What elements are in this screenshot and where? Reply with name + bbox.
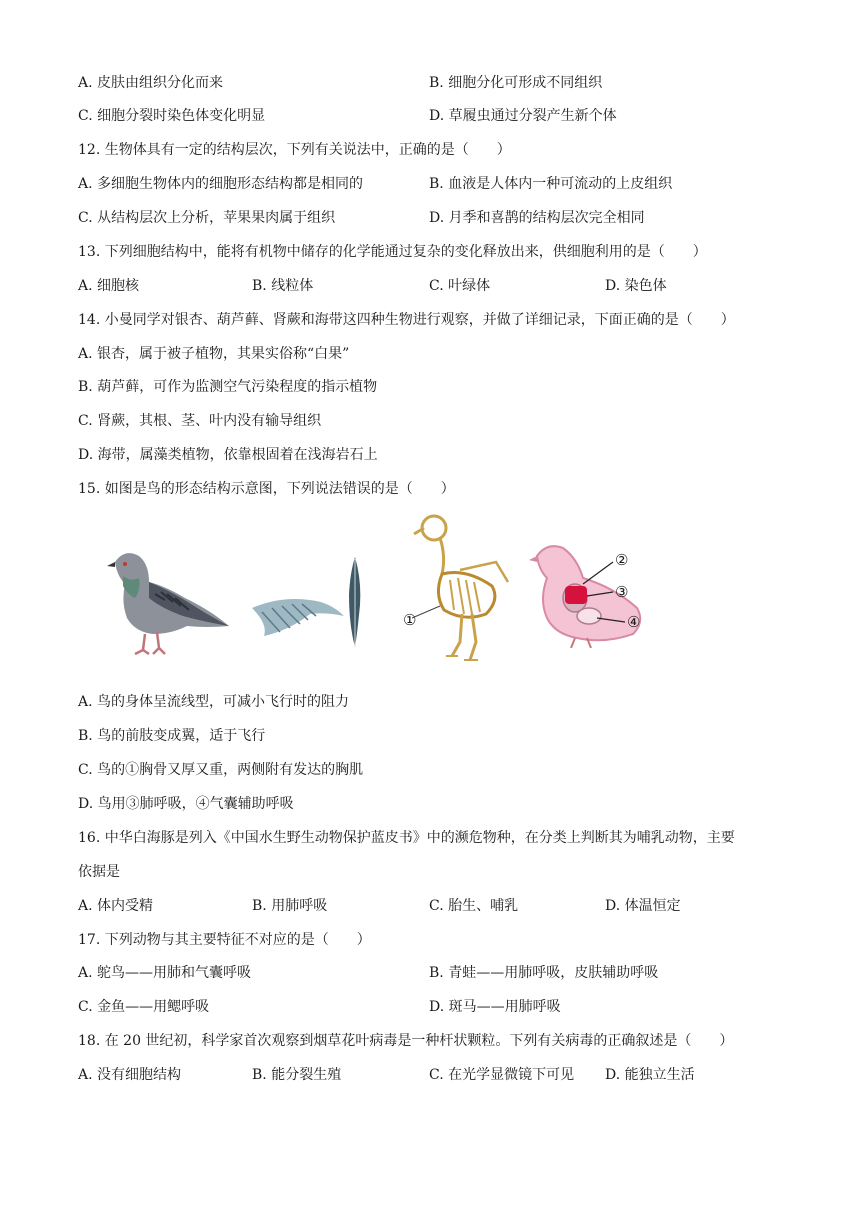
q16-option-d: D. 体温恒定 <box>605 898 681 914</box>
q15-stem: 15. 如图是鸟的形态结构示意图，下列说法错误的是（ ） <box>78 481 455 497</box>
q15-option-c: C. 鸟的①胸骨又厚又重，两侧附有发达的胸肌 <box>78 762 364 778</box>
figure-label-2: ② <box>615 551 629 569</box>
figure-label-3: ③ <box>615 583 629 601</box>
q17-option-d: D. 斑马——用肺呼吸 <box>429 999 561 1015</box>
q11-option-a: A. 皮肤由组织分化而来 <box>78 75 224 91</box>
wing-image <box>250 590 345 640</box>
q17-option-b: B. 青蛙——用肺呼吸，皮肤辅助呼吸 <box>429 965 659 981</box>
figure-label-1: ① <box>403 611 417 629</box>
q14-stem: 14. 小曼同学对银杏、葫芦藓、肾蕨和海带这四种生物进行观察，并做了详细记录，下面正确的是（ ） <box>78 312 735 328</box>
q18-option-d: D. 能独立生活 <box>605 1067 695 1083</box>
q13-option-a: A. 细胞核 <box>78 278 140 294</box>
q14-option-c: C. 肾蕨，其根、茎、叶内没有输导组织 <box>78 413 322 429</box>
q16-stem-line1: 16. 中华白海豚是列入《中国水生野生动物保护蓝皮书》中的濒危物种，在分类上判断其为哺乳动物，主要 <box>78 830 735 846</box>
q16-stem-line2: 依据是 <box>78 864 120 880</box>
q17-option-a: A. 鸵鸟——用肺和气囊呼吸 <box>78 965 252 981</box>
q13-option-c: C. 叶绿体 <box>429 278 491 294</box>
q15-option-a: A. 鸟的身体呈流线型，可减小飞行时的阻力 <box>78 694 350 710</box>
q12-option-c: C. 从结构层次上分析，苹果果肉属于组织 <box>78 210 336 226</box>
q17-option-c: C. 金鱼——用鳃呼吸 <box>78 999 210 1015</box>
q16-option-a: A. 体内受精 <box>78 898 154 914</box>
q13-stem: 13. 下列细胞结构中，能将有机物中储存的化学能通过复杂的变化释放出来，供细胞利用的是（ ） <box>78 244 707 260</box>
q12-option-b: B. 血液是人体内一种可流动的上皮组织 <box>429 176 673 192</box>
skeleton-image <box>400 510 515 665</box>
q14-option-b: B. 葫芦藓，可作为监测空气污染程度的指示植物 <box>78 379 378 395</box>
q16-option-c: C. 胎生、哺乳 <box>429 898 519 914</box>
q16-option-b: B. 用肺呼吸 <box>252 898 328 914</box>
q11-option-d: D. 草履虫通过分裂产生新个体 <box>429 108 617 124</box>
q12-option-d: D. 月季和喜鹊的结构层次完全相同 <box>429 210 645 226</box>
q14-option-a: A. 银杏，属于被子植物，其果实俗称“白果” <box>78 346 350 362</box>
q15-option-d: D. 鸟用③肺呼吸，④气囊辅助呼吸 <box>78 796 294 812</box>
q12-option-a: A. 多细胞生物体内的细胞形态结构都是相同的 <box>78 176 364 192</box>
q15-option-b: B. 鸟的前肢变成翼，适于飞行 <box>78 728 266 744</box>
q13-option-b: B. 线粒体 <box>252 278 314 294</box>
pigeon-image <box>95 542 235 660</box>
q11-option-b: B. 细胞分化可形成不同组织 <box>429 75 603 91</box>
q12-stem: 12. 生物体具有一定的结构层次，下列有关说法中，正确的是（ ） <box>78 142 511 158</box>
q17-stem: 17. 下列动物与其主要特征不对应的是（ ） <box>78 932 371 948</box>
bird-structure-figure <box>95 510 675 665</box>
feather-image <box>345 555 365 650</box>
q18-option-c: C. 在光学显微镜下可见 <box>429 1067 575 1083</box>
q18-stem: 18. 在 20 世纪初，科学家首次观察到烟草花叶病毒是一种杆状颗粒。下列有关病毒的正确叙述是（ ） <box>78 1033 734 1049</box>
q18-option-b: B. 能分裂生殖 <box>252 1067 342 1083</box>
q13-option-d: D. 染色体 <box>605 278 667 294</box>
figure-label-4: ④ <box>627 613 641 631</box>
q14-option-d: D. 海带，属藻类植物，依靠根固着在浅海岩石上 <box>78 447 378 463</box>
q18-option-a: A. 没有细胞结构 <box>78 1067 182 1083</box>
q11-option-c: C. 细胞分裂时染色体变化明显 <box>78 108 266 124</box>
